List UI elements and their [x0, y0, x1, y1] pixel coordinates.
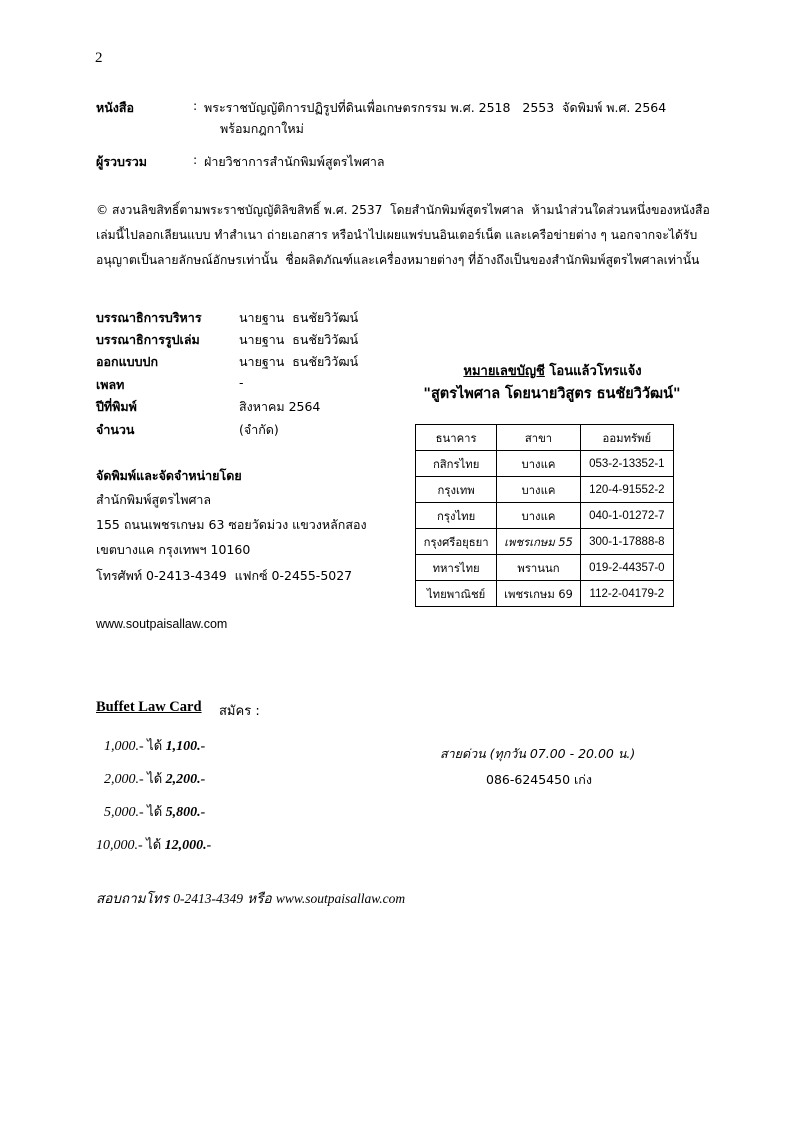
buffet-tier-2-got: ได้ [147, 772, 163, 787]
credit-value-cover-design: นายฐาน ธนชัยวิวัฒน์ [239, 354, 359, 369]
credit-value-layout-editor: นายฐาน ธนชัยวิวัฒน์ [239, 332, 359, 347]
cell-branch: เพชรเกษม 69 [497, 581, 580, 607]
hotline-number[interactable]: 086-6245450 เก่ง [486, 772, 592, 787]
credit-label-layout-editor: บรรณาธิการรูปเล่ม [96, 332, 200, 347]
column-header-branch: สาขา [497, 425, 580, 451]
buffet-tier-1-got: ได้ [147, 739, 163, 754]
buffet-tier-4-receive: 12,000.- [164, 838, 212, 853]
cell-branch: เพชรเกษม 55 [497, 529, 580, 555]
column-header-savings: ออมทรัพย์ [580, 425, 673, 451]
page-number: 2 [95, 50, 103, 66]
buffet-tier-4-pay: 10,000.- [96, 838, 143, 853]
buffet-tier-4 [96, 834, 211, 855]
publisher-address-line-1: 155 ถนนเพชรเกษม 63 ซอยวัดม่วง แขวงหลักสอง [96, 517, 367, 532]
publisher-name: สำนักพิมพ์สูตรไพศาล [96, 492, 212, 507]
cell-branch: บางแค [497, 477, 580, 503]
copyright-line-3: อนุญาตเป็นลายลักษณ์อักษรเท่านั้น ชื่อผลิตภัณฑ์และเครื่องหมายต่างๆ ที่อ้างถึงเป็นของสำนักพิมพ์สูตรไพศาลเท่านั้น [96, 253, 700, 267]
table-row [416, 581, 674, 607]
table-header-row [416, 425, 674, 451]
bank-account-name: "สูตรไพศาล โดยนายวิสูตร ธนชัยวิวัฒน์" [423, 386, 681, 402]
cell-branch: บางแค [497, 503, 580, 529]
footer-ask-url[interactable]: www.soutpaisallaw.com [275, 891, 406, 906]
buffet-tier-1 [104, 735, 205, 756]
bank-section-heading-rest: โอนแล้วโทรแจ้ง [544, 364, 642, 379]
buffet-tier-4-got: ได้ [146, 838, 162, 853]
footer-contact-line [96, 887, 405, 909]
compiler-separator: : [193, 152, 198, 167]
cell-bank: ไทยพาณิชย์ [416, 581, 497, 607]
compiler-value: ฝ่ายวิชาการสำนักพิมพ์สูตรไพศาล [204, 154, 385, 169]
cell-account-number: 053-2-13352-1 [580, 451, 673, 477]
buffet-subscribe-label: สมัคร : [219, 704, 260, 719]
credit-label-print-year: ปีที่พิมพ์ [96, 399, 137, 414]
cell-account-number: 112-2-04179-2 [580, 581, 673, 607]
table-row [416, 503, 674, 529]
copyright-line-1: © สงวนลิขสิทธิ์ตามพระราชบัญญัติลิขสิทธิ์ พ.ศ. 2537 โดยสำนักพิมพ์สูตรไพศาล ห้ามนำส่วนใดส่วนหนึ่งของหนังสือ [96, 203, 710, 217]
buffet-tier-1-receive: 1,100.- [165, 739, 206, 754]
buffet-tier-2-receive: 2,200.- [165, 772, 206, 787]
publisher-heading: จัดพิมพ์และจัดจำหน่ายโดย [96, 468, 242, 483]
table-row [416, 555, 674, 581]
credit-value-exec-editor: นายฐาน ธนชัยวิวัฒน์ [239, 310, 359, 325]
compiler-label: ผู้รวบรวม [96, 154, 147, 169]
cell-bank: ทหารไทย [416, 555, 497, 581]
buffet-tier-3-pay: 5,000.- [104, 805, 144, 820]
table-row [416, 451, 674, 477]
cell-branch: พรานนก [497, 555, 580, 581]
book-label: หนังสือ [96, 100, 135, 115]
cell-bank: กสิกรไทย [416, 451, 497, 477]
buffet-tier-2-pay: 2,000.- [104, 772, 144, 787]
cell-bank: กรุงไทย [416, 503, 497, 529]
publisher-address-line-2: เขตบางแค กรุงเทพฯ 10160 [96, 542, 251, 557]
credit-value-quantity: (จำกัด) [239, 422, 279, 437]
table-row [416, 529, 674, 555]
book-separator: : [193, 98, 198, 113]
cell-account-number: 040-1-01272-7 [580, 503, 673, 529]
copyright-line-2: เล่มนี้ไปลอกเลียนแบบ ทำสำเนา ถ่ายเอกสาร หรือนำไปเผยแพร่บนอินเตอร์เน็ต และเครือข่ายต่าง ๆ นอกจากจะได้รับ [96, 228, 698, 242]
cell-account-number: 300-1-17888-8 [580, 529, 673, 555]
buffet-law-card-title: Buffet Law Card [96, 699, 202, 715]
credit-value-plate: - [239, 375, 244, 390]
cell-bank: กรุงเทพ [416, 477, 497, 503]
credit-value-print-year: สิงหาคม 2564 [239, 399, 321, 414]
publisher-phone-fax: โทรศัพท์ 0-2413-4349 แฟกซ์ 0-2455-5027 [96, 568, 353, 583]
bank-section-heading-underlined: หมายเลขบัญชี [463, 364, 545, 379]
hotline-label: สายด่วน (ทุกวัน 07.00 - 20.00 น.) [440, 746, 636, 761]
cell-bank: กรุงศรีอยุธยา [416, 529, 497, 555]
credit-label-quantity: จำนวน [96, 422, 135, 437]
footer-ask-or: หรือ [243, 891, 276, 907]
credit-label-plate: เพลท [96, 377, 125, 392]
buffet-tier-3-receive: 5,800.- [165, 805, 206, 820]
cell-account-number: 019-2-44357-0 [580, 555, 673, 581]
buffet-tier-2 [104, 768, 205, 789]
buffet-tier-3-got: ได้ [147, 805, 163, 820]
cell-account-number: 120-4-91552-2 [580, 477, 673, 503]
publisher-website[interactable]: www.soutpaisallaw.com [96, 617, 228, 631]
buffet-tier-1-pay: 1,000.- [104, 739, 144, 754]
bank-accounts-table [415, 424, 674, 607]
credit-label-exec-editor: บรรณาธิการบริหาร [96, 310, 202, 325]
book-title-value-line2: พร้อมกฎกาใหม่ [220, 121, 304, 136]
footer-ask-prefix: สอบถามโทร [96, 891, 174, 907]
cell-branch: บางแค [497, 451, 580, 477]
footer-ask-phone[interactable]: 0-2413-4349 [173, 891, 244, 906]
table-row [416, 477, 674, 503]
column-header-bank: ธนาคาร [416, 425, 497, 451]
bank-section-heading [420, 360, 685, 381]
book-title-value: พระราชบัญญัติการปฏิรูปที่ดินเพื่อเกษตรกรรม พ.ศ. 2518 2553 จัดพิมพ์ พ.ศ. 2564 [204, 100, 667, 115]
buffet-tier-3 [104, 801, 205, 822]
credit-label-cover-design: ออกแบบปก [96, 354, 159, 369]
